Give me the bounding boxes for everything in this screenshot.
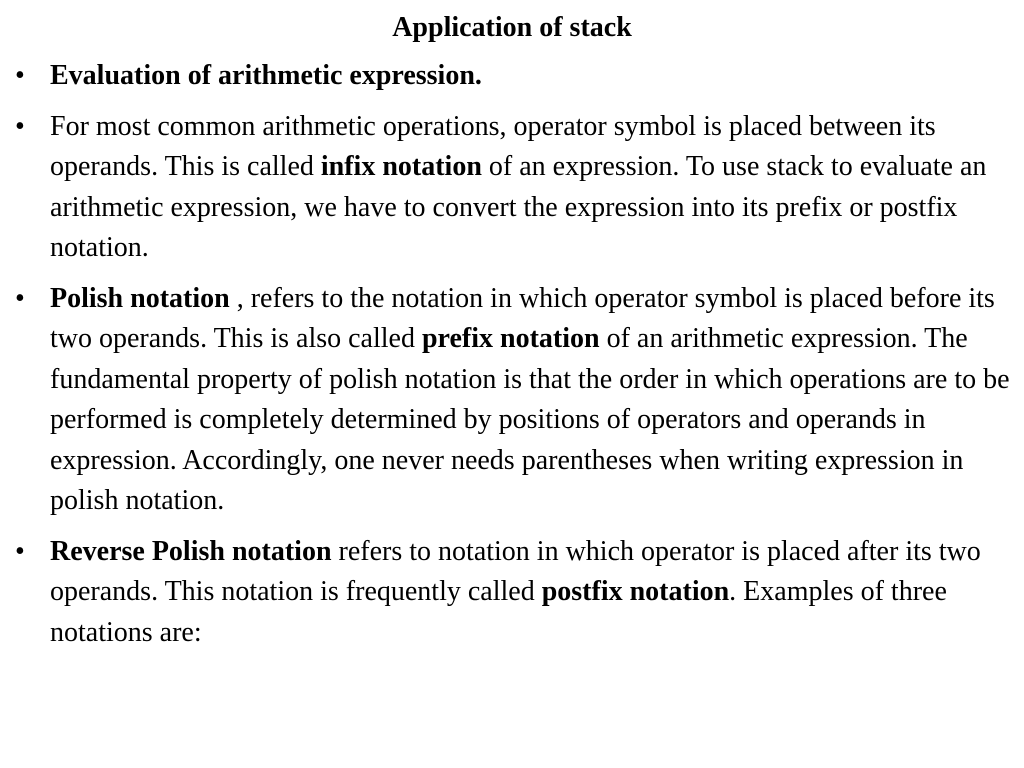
- infix-term: infix notation: [320, 151, 482, 182]
- infix-text-1: For most common arithmetic operations, operator symbol is placed between its operands. This is called: [50, 110, 936, 182]
- polish-text-1: , refers to the notation in which operator symbol is placed before its two operands. This is also called: [50, 282, 995, 354]
- bullet-reverse-polish: [0, 532, 1010, 654]
- reverse-polish-text-1: refers to notation in which operator is placed after its two operands. This notation is frequently called: [50, 535, 981, 607]
- bullet-evaluation-text: Evaluation of arithmetic expression.: [50, 60, 482, 91]
- reverse-polish-term: Reverse Polish notation: [50, 535, 332, 567]
- slide-title: Application of stack: [392, 12, 632, 43]
- reverse-polish-text-2: . Examples of three notations are:: [50, 576, 947, 648]
- polish-text-2: of an arithmetic expression. The fundamental property of polish notation is that the order in which operations are to be performed is completely determined by positions of operators and operands in expression. Accordingly, one never needs parentheses when writing expression in polish notation.: [50, 323, 1010, 516]
- bullet-list: [0, 56, 1010, 663]
- polish-term: Polish notation: [50, 282, 230, 314]
- bullet-polish: [0, 279, 1010, 522]
- bullet-infix: [0, 107, 1010, 269]
- bullet-evaluation: [0, 56, 1010, 97]
- infix-text-2: of an expression. To use stack to evaluate an arithmetic expression, we have to convert the expression into its prefix or postfix notation.: [50, 151, 987, 263]
- postfix-term: postfix notation: [541, 576, 730, 607]
- prefix-term: prefix notation: [421, 323, 600, 354]
